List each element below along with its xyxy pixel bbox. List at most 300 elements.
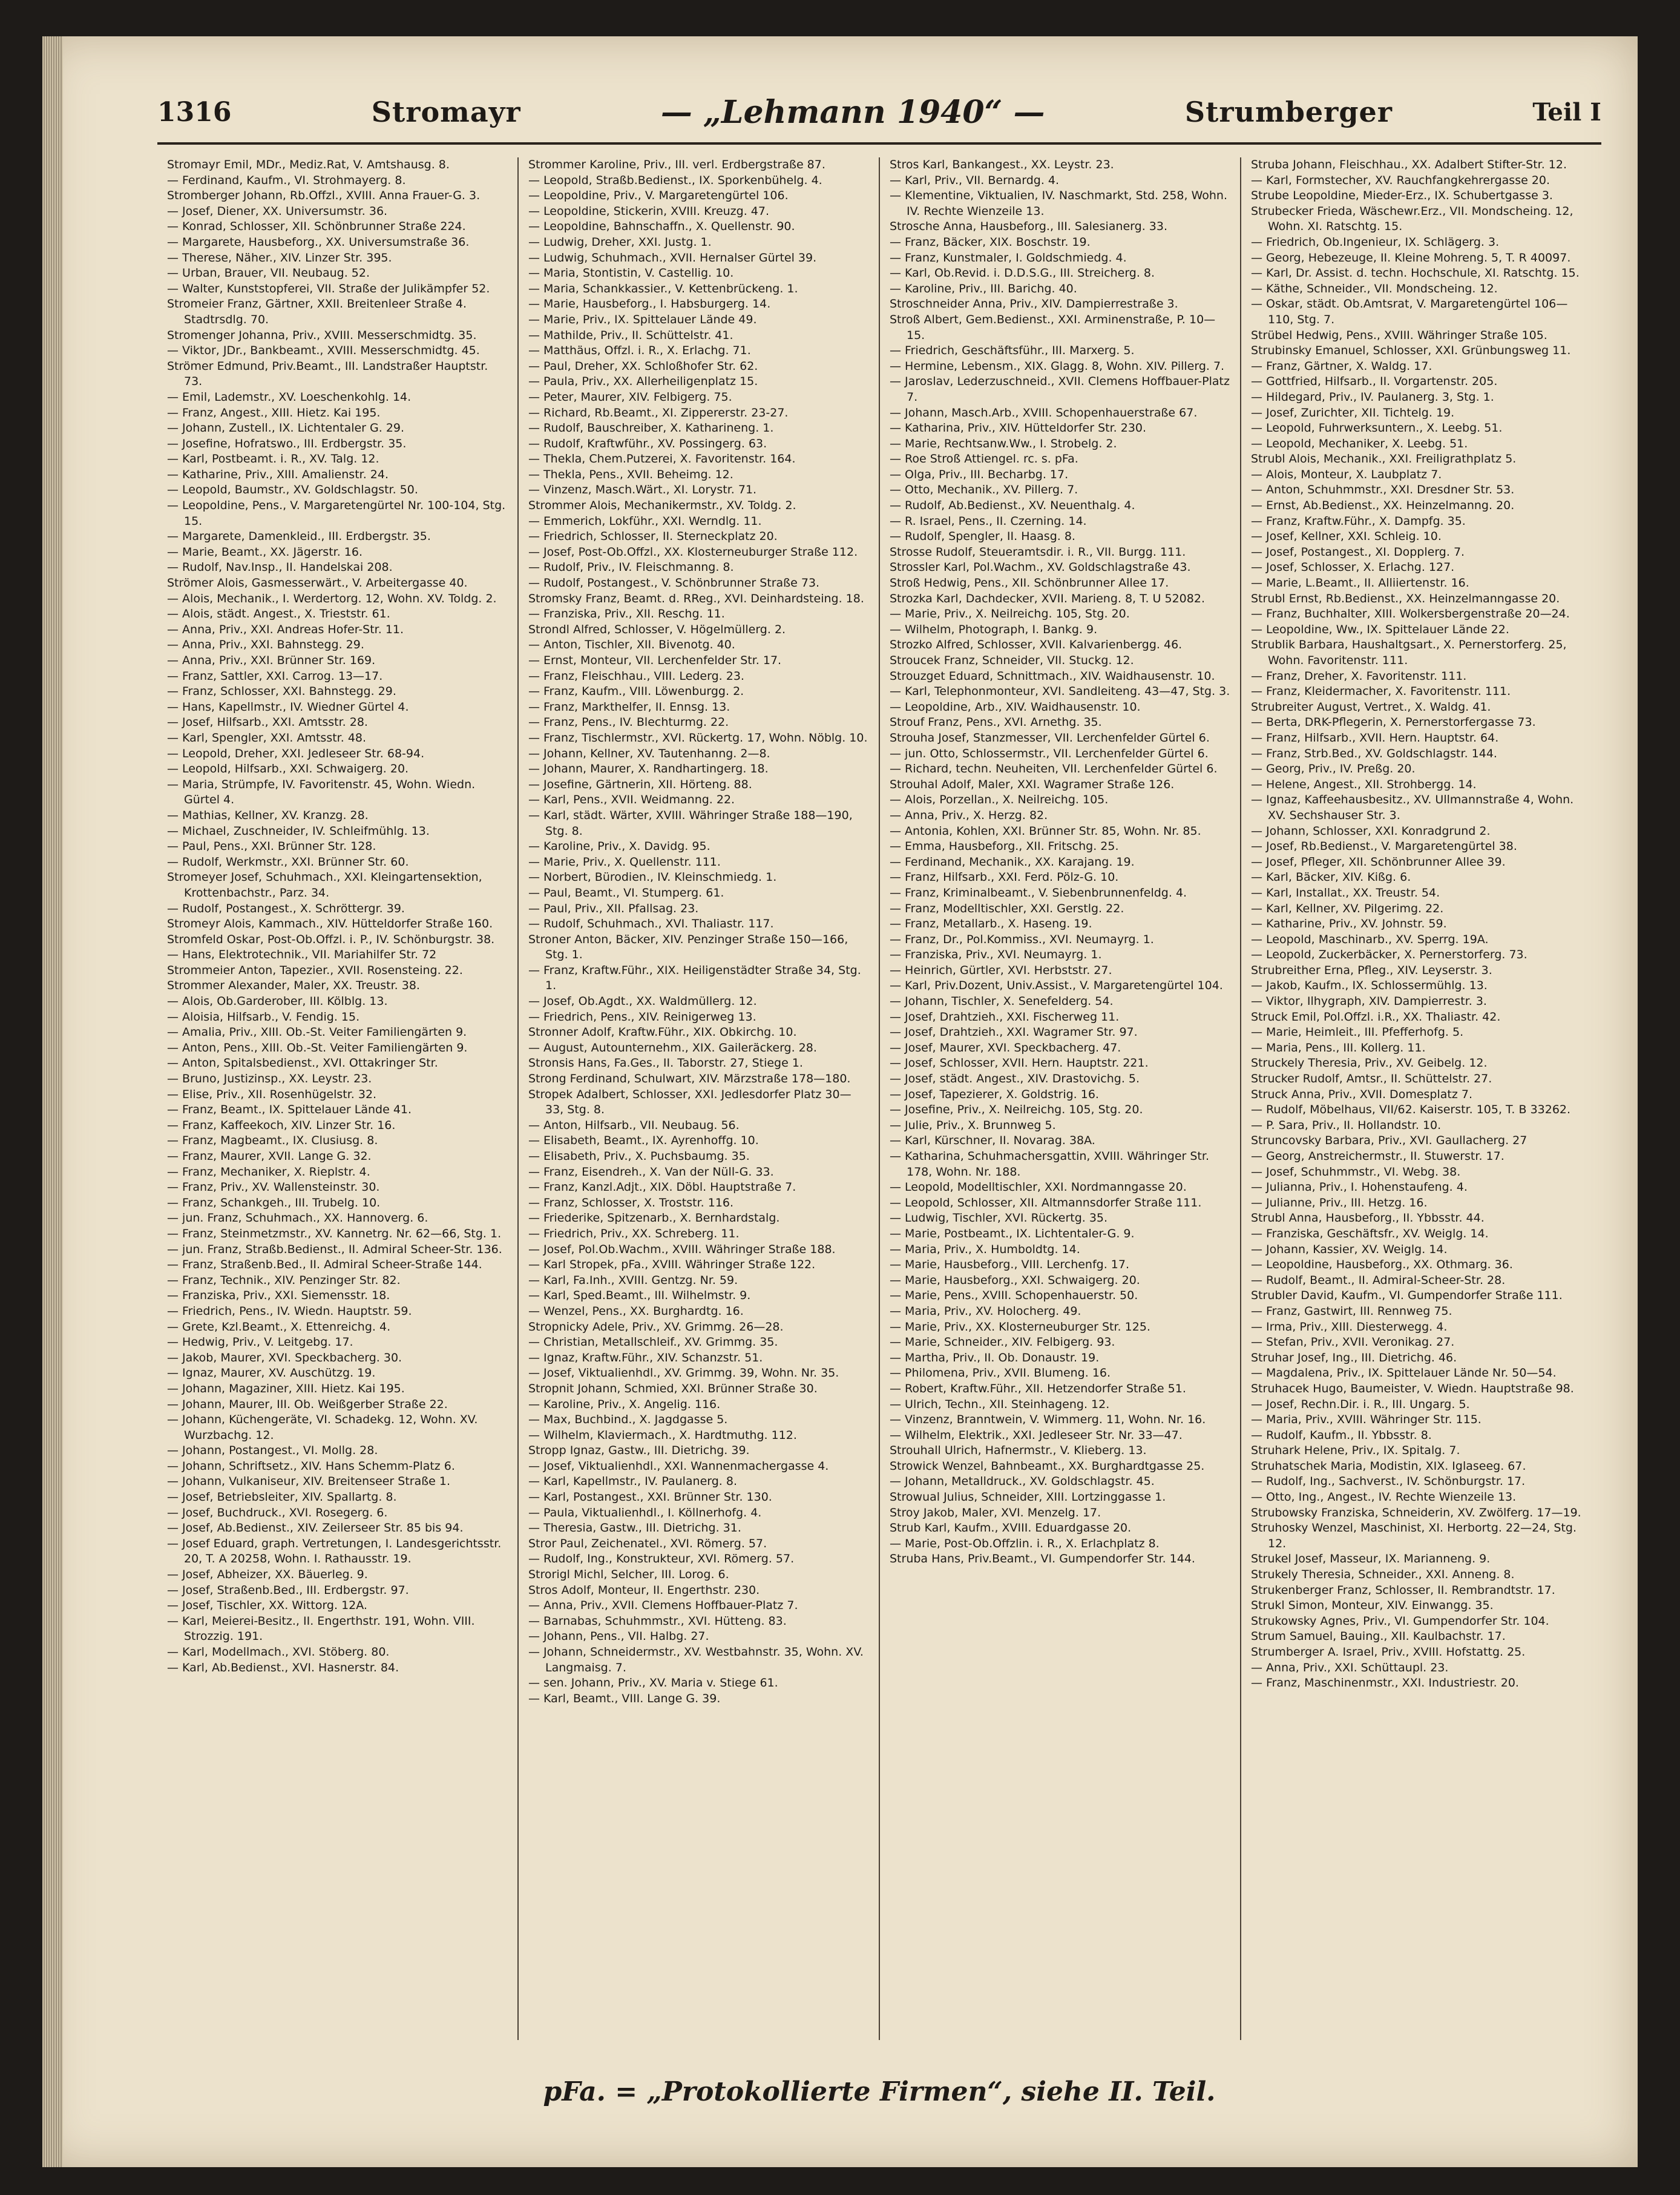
directory-entry: — Wilhelm, Photograph, I. Bankg. 9. (890, 622, 1098, 636)
directory-entry: — Helene, Angest., XII. Strohbergg. 14. (1251, 777, 1477, 791)
column-2 (519, 157, 880, 2040)
directory-entry: Strouhal Adolf, Maler, XXI. Wagramer Straße 126. (890, 777, 1175, 791)
directory-entry: Stronsis Hans, Fa.Ges., II. Taborstr. 27, Stiege 1. (528, 1056, 803, 1070)
directory-entry: — Rudolf, Ab.Bedienst., XV. Neuenthalg. 4. (890, 499, 1135, 513)
directory-entry: — Rudolf, Postangest., X. Schröttergr. 39. (167, 901, 405, 915)
part-label: Teil I (1532, 97, 1601, 127)
directory-entry: — Leopoldine, Arb., XIV. Waidhausenstr. 10. (890, 700, 1141, 714)
directory-entry: — Franz, Kraftw.Führ., XIX. Heiligenstädter Straße 34, Stg. 1. (528, 963, 861, 993)
directory-entry: — Amalia, Priv., XIII. Ob.-St. Veiter Familiengärten 9. (167, 1025, 467, 1039)
directory-entry: — Paul, Beamt., VI. Stumperg. 61. (528, 886, 724, 900)
directory-entry: — Leopoldine, Bahnschaffn., X. Quellenstr. 90. (528, 220, 795, 234)
directory-entry: — Josef, Maurer, XVI. Speckbacherg. 47. (890, 1041, 1121, 1055)
directory-entry: Strong Ferdinand, Schulwart, XIV. Märzstraße 178—180. (528, 1072, 851, 1086)
directory-entry: — Josef, Post-Ob.Offzl., XX. Klosterneuburger Straße 112. (528, 545, 858, 559)
directory-entry: — Franz, Straßenb.Bed., II. Admiral Scheer-Straße 144. (167, 1258, 482, 1272)
directory-entry: — Maria, Schankkassier., V. Kettenbrückeng. 1. (528, 281, 798, 295)
directory-entry: — Leopold, Maschinarb., XV. Sperrg. 19A. (1251, 932, 1489, 946)
directory-entry: Strubecker Frieda, Wäschewr.Erz., VII. Mondscheing. 12, Wohn. XI. Ratschtg. 15. (1251, 204, 1573, 234)
directory-entry: — Franz, Kaufm., VIII. Löwenburgg. 2. (528, 685, 744, 699)
directory-entry: — Otto, Mechanik., XV. Pillerg. 7. (890, 483, 1078, 497)
directory-entry: — Karl, Formstecher, XV. Rauchfangkehrergasse 20. (1251, 173, 1550, 187)
directory-entry: — Elisabeth, Beamt., IX. Ayrenhoffg. 10. (528, 1134, 759, 1148)
directory-entry: Stromsky Franz, Beamt. d. RReg., XVI. Deinhardsteing. 18. (528, 591, 864, 605)
directory-entry: — Franz, Kanzl.Adjt., XIX. Döbl. Hauptstraße 7. (528, 1180, 796, 1194)
directory-entry: — Ferdinand, Kaufm., VI. Strohmayerg. 8. (167, 173, 406, 187)
directory-entry: — Katharina, Schuhmachersgattin, XVIII. Währinger Str. 178, Wohn. Nr. 188. (890, 1150, 1209, 1179)
directory-entry: — Stefan, Priv., XVII. Veronikag. 27. (1251, 1335, 1455, 1349)
directory-entry: — Marie, Rechtsanw.Ww., I. Strobelg. 2. (890, 436, 1117, 450)
directory-entry: — Josef, Buchdruck., XVI. Rosegerg. 6. (167, 1506, 388, 1519)
directory-entry: — Johann, Maurer, X. Randhartingerg. 18. (528, 762, 769, 776)
directory-entry: — Franz, Modelltischler, XXI. Gerstlg. 22. (890, 901, 1124, 915)
directory-entry: — Johann, Masch.Arb., XVIII. Schopenhauerstraße 67. (890, 406, 1198, 420)
directory-entry: — Johann, Postangest., VI. Mollg. 28. (167, 1444, 378, 1458)
directory-entry: — Jaroslav, Lederzuschneid., XVII. Clemens Hoffbauer-Platz 7. (890, 375, 1230, 404)
directory-entry: — sen. Johann, Priv., XV. Maria v. Stiege 61. (528, 1676, 778, 1690)
directory-entry: — Franz, Dr., Pol.Kommiss., XVI. Neumayrg. 1. (890, 932, 1154, 946)
directory-entry: — Antonia, Kohlen, XXI. Brünner Str. 85, Wohn. Nr. 85. (890, 824, 1201, 838)
directory-entry: — Ludwig, Schuhmach., XVII. Hernalser Gürtel 39. (528, 251, 817, 265)
directory-entry: — Norbert, Bürodien., IV. Kleinschmiedg. 1. (528, 870, 777, 884)
directory-entry: — Franz, Schlosser, XXI. Bahnstegg. 29. (167, 685, 396, 699)
directory-entry: — Julie, Priv., X. Brunnweg 5. (890, 1118, 1056, 1132)
directory-entry: — Franz, Gärtner, X. Waldg. 17. (1251, 359, 1432, 373)
directory-entry: — Walter, Kunststopferei, VII. Straße der Julikämpfer 52. (167, 281, 490, 295)
directory-entry: — Maria, Priv., X. Humboldtg. 14. (890, 1242, 1080, 1256)
directory-entry: Strouzget Eduard, Schnittmach., XIV. Waidhausenstr. 10. (890, 669, 1215, 683)
directory-entry: — Karl, Bäcker, XIV. Kißg. 6. (1251, 870, 1411, 884)
directory-entry: — Johann, Maurer, III. Ob. Weißgerber Straße 22. (167, 1397, 448, 1411)
directory-entry: — Karl, Installat., XX. Treustr. 54. (1251, 886, 1440, 900)
directory-entry: — Rudolf, Spengler, II. Haasg. 8. (890, 530, 1075, 544)
directory-entry: — Karl, Pens., XVII. Weidmanng. 22. (528, 793, 735, 807)
directory-entry: — Franz, Buchhalter, XIII. Wolkersbergenstraße 20—24. (1251, 607, 1570, 621)
directory-entry: — Georg, Hebezeuge, II. Kleine Mohreng. 5, T. R 40097. (1251, 251, 1571, 265)
directory-entry: — R. Israel, Pens., II. Czerning. 14. (890, 514, 1087, 528)
directory-entry: — Ignaz, Maurer, XV. Auschützg. 19. (167, 1366, 376, 1380)
directory-entry: — Wenzel, Pens., XX. Burghardtg. 16. (528, 1304, 744, 1318)
directory-entry: — Katharine, Priv., XV. Johnstr. 59. (1251, 917, 1447, 931)
directory-entry: — Ernst, Ab.Bedienst., XX. Heinzelmanng. 20. (1251, 499, 1515, 513)
directory-entry: — Paul, Dreher, XX. Schloßhofer Str. 62. (528, 359, 758, 373)
directory-entry: — Leopold, Zuckerbäcker, X. Pernerstorferg. 73. (1251, 948, 1527, 962)
directory-entry: — jun. Franz, Straßb.Bedienst., II. Admiral Scheer-Str. 136. (167, 1242, 502, 1256)
directory-entry: — Roe Stroß Attiengel. rc. s. pFa. (890, 452, 1078, 466)
directory-entry: — Leopoldine, Ww., IX. Spittelauer Lände 22. (1251, 622, 1509, 636)
directory-entry: Strouf Franz, Pens., XVI. Arnethg. 35. (890, 716, 1102, 729)
directory-entry: — Franz, Sattler, XXI. Carrog. 13—17. (167, 669, 383, 683)
directory-entry: — Leopold, Baumstr., XV. Goldschlagstr. 50. (167, 483, 418, 497)
directory-entry: — Josef, Viktualienhdl., XXI. Wannenmachergasse 4. (528, 1459, 829, 1473)
directory-entry: — Emil, Lademstr., XV. Loeschenkohlg. 14. (167, 390, 412, 404)
directory-entry: — Leopold, Mechaniker, X. Leebg. 51. (1251, 436, 1468, 450)
directory-entry: — Ignaz, Kraftw.Führ., XIV. Schanzstr. 51. (528, 1351, 763, 1364)
directory-entry: Strubowsky Franziska, Schneiderin, XV. Zwölferg. 17—19. (1251, 1506, 1581, 1519)
directory-entry: Strömer Alois, Gasmesserwärt., V. Arbeitergasse 40. (167, 576, 468, 590)
directory-entry: — Bruno, Justizinsp., XX. Leystr. 23. (167, 1072, 372, 1086)
directory-entry: — Richard, Rb.Beamt., XI. Zippererstr. 23-27. (528, 406, 789, 420)
directory-entry: Stromayr Emil, MDr., Mediz.Rat, V. Amtshausg. 8. (167, 158, 450, 171)
directory-entry: — Michael, Zuschneider, IV. Schleifmühlg. 13. (167, 824, 430, 838)
directory-entry: Stroschneider Anna, Priv., XIV. Dampierrestraße 3. (890, 297, 1178, 311)
directory-entry: — Franz, Beamt., IX. Spittelauer Lände 41. (167, 1103, 412, 1117)
directory-entry: — Anna, Priv., XVII. Clemens Hoffbauer-Platz 7. (528, 1599, 798, 1613)
footer-note: pFa. = „Protokollierte Firmen“, siehe II. Teil. (543, 2076, 1216, 2107)
directory-entry: — Heinrich, Gürtler, XVI. Herbststr. 27. (890, 963, 1112, 977)
directory-entry: — Christian, Metallschleif., XV. Grimmg. 35. (528, 1335, 778, 1349)
directory-entry: — Margarete, Hausbeforg., XX. Universumstraße 36. (167, 235, 470, 249)
directory-entry: Stror Paul, Zeichenatel., XVI. Römerg. 57. (528, 1536, 767, 1550)
directory-entry: — Anton, Schuhmmstr., XXI. Dresdner Str. 53. (1251, 483, 1515, 497)
directory-entry: — Katharina, Priv., XIV. Hütteldorfer Str. 230. (890, 421, 1147, 435)
directory-entry: — Leopoldine, Hausbeforg., XX. Othmarg. 36. (1251, 1258, 1513, 1272)
directory-entry: — Friedrich, Pens., XIV. Reinigerweg 13. (528, 1010, 756, 1024)
directory-entry: — Josef, Pol.Ob.Wachm., XVIII. Währinger Straße 188. (528, 1242, 836, 1256)
directory-entry: Strorigl Michl, Selcher, III. Lorog. 6. (528, 1568, 729, 1582)
directory-entry: — Ernst, Monteur, VII. Lerchenfelder Str. 17. (528, 654, 782, 667)
directory-entry: — Maria, Strümpfe, IV. Favoritenstr. 45, Wohn. Wiedn. Gürtel 4. (167, 777, 476, 807)
directory-entry: Strumberger A. Israel, Priv., XVIII. Hofstattg. 25. (1251, 1645, 1526, 1659)
directory-entry: Strubl Anna, Hausbeforg., II. Ybbsstr. 44. (1251, 1211, 1485, 1225)
directory-entry: — Franz, Maurer, XVII. Lange G. 32. (167, 1150, 372, 1163)
directory-entry: Stromeyer Josef, Schuhmach., XXI. Kleingartensektion, Krottenbachstr., Parz. 34. (167, 870, 482, 900)
directory-entry: — Franz, Kriminalbeamt., V. Siebenbrunnenfeldg. 4. (890, 886, 1187, 900)
directory-entry: — August, Autounternehm., XIX. Gaileräckerg. 28. (528, 1041, 817, 1055)
directory-entry: — Rudolf, Nav.Insp., II. Handelskai 208. (167, 561, 393, 574)
directory-entry: — Barnabas, Schuhmmstr., XVI. Hütteng. 83. (528, 1614, 787, 1628)
directory-entry: Struhatschek Maria, Modistin, XIX. Iglaseeg. 67. (1251, 1459, 1526, 1473)
directory-entry: Strossler Karl, Pol.Wachm., XV. Goldschlagstraße 43. (890, 561, 1191, 574)
directory-entry: — Franz, Kunstmaler, I. Goldschmiedg. 4. (890, 251, 1127, 265)
directory-entry: Strukely Theresia, Schneider., XXI. Anneng. 8. (1251, 1568, 1515, 1582)
directory-entry: — Johann, Magaziner, XIII. Hietz. Kai 195. (167, 1381, 405, 1395)
directory-entry: — Karoline, Priv., III. Barichg. 40. (890, 281, 1077, 295)
directory-entry: — Theresia, Gastw., III. Dietrichg. 31. (528, 1521, 741, 1535)
directory-entry: — Rudolf, Beamt., II. Admiral-Scheer-Str. 28. (1251, 1273, 1506, 1287)
directory-entry: Stros Adolf, Monteur, II. Engerthstr. 230. (528, 1583, 760, 1597)
directory-entry: — Josef, Straßenb.Bed., III. Erdbergstr. 97. (167, 1583, 409, 1597)
directory-entry: — Karl, Kürschner, II. Novarag. 38A. (890, 1134, 1095, 1148)
page-header (157, 85, 1601, 139)
directory-entry: Stropnit Johann, Schmied, XXI. Brünner Straße 30. (528, 1381, 818, 1395)
directory-entry: — Wilhelm, Klaviermach., X. Hardtmuthg. 112. (528, 1428, 797, 1442)
directory-entry: Stros Karl, Bankangest., XX. Leystr. 23. (890, 158, 1114, 171)
directory-entry: — Franz, Markthelfer, II. Ennsg. 13. (528, 700, 730, 714)
directory-entry: Strosche Anna, Hausbeforg., III. Salesianerg. 33. (890, 220, 1167, 234)
directory-entry: — Josef, Schuhmmstr., VI. Webg. 38. (1251, 1165, 1461, 1179)
directory-entry: — Maria, Priv., XVIII. Währinger Str. 115. (1251, 1413, 1481, 1427)
directory-entry: — Marie, Hausbeforg., XXI. Schwaigerg. 20. (890, 1273, 1140, 1287)
directory-entry: — Robert, Kraftw.Führ., XII. Hetzendorfer Straße 51. (890, 1381, 1186, 1395)
directory-entry: — Ludwig, Tischler, XVI. Rückertg. 35. (890, 1211, 1108, 1225)
directory-entry: — Josef, Schlosser, XVII. Hern. Hauptstr. 221. (890, 1056, 1149, 1070)
directory-entry: Struhar Josef, Ing., III. Dietrichg. 46. (1251, 1351, 1457, 1364)
directory-entry: — Friedrich, Geschäftsführ., III. Marxerg. 5. (890, 344, 1135, 358)
directory-entry: — Paula, Viktualienhdl., I. Köllnerhofg. 4. (528, 1506, 762, 1519)
directory-entry: — Max, Buchbind., X. Jagdgasse 5. (528, 1413, 728, 1427)
directory-entry: — Alois, Monteur, X. Laubplatz 7. (1251, 467, 1442, 481)
directory-entry: — Karl, Ob.Revid. i. D.D.S.G., III. Streicherg. 8. (890, 266, 1155, 280)
directory-entry: Strubreiter August, Vertret., X. Waldg. 41. (1251, 700, 1491, 714)
directory-entry: — Rudolf, Bauschreiber, X. Katharineng. 1. (528, 421, 774, 435)
directory-entry: — Anton, Pens., XIII. Ob.-St. Veiter Familiengärten 9. (167, 1041, 468, 1055)
directory-entry: — Leopold, Dreher, XXI. Jedleseer Str. 68-94. (167, 746, 425, 760)
directory-entry: — Marie, Heimleit., III. Pfefferhofg. 5. (1251, 1025, 1464, 1039)
directory-entry: — Paul, Priv., XII. Pfallsag. 23. (528, 901, 699, 915)
directory-entry: — Josef, Abheizer, XX. Bäuerleg. 9. (167, 1568, 368, 1582)
directory-entry: — Alois, Porzellan., X. Neilreichg. 105. (890, 793, 1109, 807)
directory-entry: — Franz, Mechaniker, X. Rieplstr. 4. (167, 1165, 370, 1179)
directory-entry: Strubreither Erna, Pfleg., XIV. Leyserstr. 3. (1251, 963, 1492, 977)
directory-entry: — Anna, Priv., XXI. Andreas Hofer-Str. 11. (167, 622, 404, 636)
directory-entry: — Anna, Priv., XXI. Schüttaupl. 23. (1251, 1660, 1449, 1674)
directory-entry: Strowual Julius, Schneider, XIII. Lortzinggasse 1. (890, 1490, 1166, 1504)
directory-entry: — Gottfried, Hilfsarb., II. Vorgartenstr. 205. (1251, 375, 1498, 389)
directory-entry: — Anton, Tischler, XII. Bivenotg. 40. (528, 638, 735, 652)
directory-entry: Strukenberger Franz, Schlosser, II. Rembrandtstr. 17. (1251, 1583, 1555, 1597)
directory-entry: — Josef, Pfleger, XII. Schönbrunner Allee 39. (1251, 855, 1506, 869)
directory-entry: Stromeyr Alois, Kammach., XIV. Hütteldorfer Straße 160. (167, 917, 493, 931)
directory-entry: — Georg, Priv., IV. Preßg. 20. (1251, 762, 1416, 776)
directory-entry: — Josef, Ob.Agdt., XX. Waldmüllerg. 12. (528, 995, 757, 1009)
directory-entry: — Franz, Fleischhau., VIII. Lederg. 23. (528, 669, 744, 683)
directory-entry: Strub Karl, Kaufm., XVIII. Eduardgasse 20. (890, 1521, 1132, 1535)
directory-entry: — Karl, Beamt., VIII. Lange G. 39. (528, 1691, 721, 1705)
directory-entry: Stropp Ignaz, Gastw., III. Dietrichg. 39. (528, 1444, 750, 1458)
directory-entry: — Karl, Priv.Dozent, Univ.Assist., V. Margaretengürtel 104. (890, 979, 1223, 993)
directory-entry: — Johann, Schlosser, XXI. Konradgrund 2. (1251, 824, 1491, 838)
directory-entry: Strucker Rudolf, Amtsr., II. Schüttelstr. 27. (1251, 1072, 1492, 1086)
directory-entry: — Hermine, Lebensm., XIX. Glagg. 8, Wohn. XIV. Pillerg. 7. (890, 359, 1225, 373)
directory-entry: Strubl Ernst, Rb.Bedienst., XX. Heinzelmanngasse 20. (1251, 591, 1560, 605)
directory-entry: — Johann, Vulkaniseur, XIV. Breitenseer Straße 1. (167, 1475, 451, 1489)
directory-entry: — Josef, Zurichter, XII. Tichtelg. 19. (1251, 406, 1455, 420)
directory-entry: — Franz, Eisendreh., X. Van der Nüll-G. 33. (528, 1165, 774, 1179)
directory-entry: — Mathias, Kellner, XV. Kranzg. 28. (167, 808, 369, 822)
directory-entry: — Anna, Priv., XXI. Brünner Str. 169. (167, 654, 376, 667)
directory-entry: Stromberger Johann, Rb.Offzl., XVIII. Anna Frauer-G. 3. (167, 189, 481, 203)
directory-entry: — Rudolf, Priv., IV. Fleischmanng. 8. (528, 561, 734, 574)
directory-entry: Strübel Hedwig, Pens., XVIII. Währinger Straße 105. (1251, 328, 1547, 342)
directory-entry: — Anna, Priv., XXI. Bahnstegg. 29. (167, 638, 364, 652)
directory-entry: Struba Johann, Fleischhau., XX. Adalbert Stifter-Str. 12. (1251, 158, 1567, 171)
header-last-entry: Strumberger (1184, 96, 1393, 128)
directory-entry: Struhark Helene, Priv., IX. Spitalg. 7. (1251, 1444, 1460, 1458)
directory-entry: — Vinzenz, Masch.Wärt., XI. Lorystr. 71. (528, 483, 757, 497)
directory-entry: Stroner Anton, Bäcker, XIV. Penzinger Straße 150—166, Stg. 1. (528, 932, 848, 962)
directory-entry: — Franz, Steinmetzmstr., XV. Kannetrg. Nr. 62—66, Stg. 1. (167, 1226, 502, 1240)
directory-entry: — Rudolf, Möbelhaus, VII/62. Kaiserstr. 105, T. B 33262. (1251, 1103, 1571, 1117)
directory-entry: — Leopold, Schlosser, XII. Altmannsdorfer Straße 111. (890, 1196, 1202, 1209)
directory-entry: — Thekla, Chem.Putzerei, X. Favoritenstr. 164. (528, 452, 796, 466)
directory-entry: — Franz, Maschinenmstr., XXI. Industriestr. 20. (1251, 1676, 1519, 1690)
directory-entry: — Marie, L.Beamt., II. Alliiertenstr. 16. (1251, 576, 1469, 590)
directory-entry: — Franziska, Priv., XII. Reschg. 11. (528, 607, 725, 621)
directory-entry: Stromenger Johanna, Priv., XVIII. Messerschmidtg. 35. (167, 328, 477, 342)
directory-entry: — Johann, Schneidermstr., XV. Westbahnstr. 35, Wohn. XV. Langmaisg. 7. (528, 1645, 864, 1674)
directory-entry: — Marie, Beamt., XX. Jägerstr. 16. (167, 545, 363, 559)
column-4 (1241, 157, 1601, 2040)
directory-entry: — Elisabeth, Priv., X. Puchsbaumg. 35. (528, 1150, 750, 1163)
directory-entry: — Josef, Schlosser, X. Erlachg. 127. (1251, 561, 1455, 574)
directory-entry: — Leopoldine, Priv., V. Margaretengürtel 106. (528, 189, 789, 203)
directory-entry: — Paula, Priv., XX. Allerheiligenplatz 15. (528, 375, 758, 389)
directory-entry: — jun. Franz, Schuhmach., XX. Hannoverg. 6. (167, 1211, 428, 1225)
directory-entry: — Marie, Priv., IX. Spittelauer Lände 49. (528, 312, 757, 326)
directory-entry: Stropek Adalbert, Schlosser, XXI. Jedlesdorfer Platz 30—33, Stg. 8. (528, 1087, 851, 1117)
column-1 (157, 157, 519, 2040)
directory-entry: Strozka Karl, Dachdecker, XVII. Marieng. 8, T. U 52082. (890, 591, 1205, 605)
directory-entry: — Katharine, Priv., XIII. Amalienstr. 24. (167, 467, 389, 481)
directory-entry: — Friedrich, Ob.Ingenieur, IX. Schlägerg. 3. (1251, 235, 1500, 249)
directory-entry: — Josefine, Priv., X. Neilreichg. 105, Stg. 20. (890, 1103, 1143, 1117)
directory-entry: — Rudolf, Ing., Sachverst., IV. Schönburgstr. 17. (1251, 1475, 1526, 1489)
directory-entry: — Mathilde, Priv., II. Schüttelstr. 41. (528, 328, 733, 342)
directory-entry: — Franz, Hilfsarb., XVII. Hern. Hauptstr. 64. (1251, 731, 1499, 745)
directory-title: — „Lehmann 1940“ — (660, 93, 1045, 131)
directory-entry: — Franz, Magbeamt., IX. Clusiusg. 8. (167, 1134, 378, 1148)
directory-entry: — Franz, Hilfsarb., XXI. Ferd. Pölz-G. 10. (890, 870, 1119, 884)
directory-entry: Strosse Rudolf, Steueramtsdir. i. R., VII. Burgg. 111. (890, 545, 1186, 559)
page-number: 1316 (157, 96, 232, 128)
directory-entry: — Marie, Priv., X. Neilreichg. 105, Stg. 20. (890, 607, 1130, 621)
directory-entry: — Karl Stropek, pFa., XVIII. Währinger Straße 122. (528, 1258, 816, 1272)
directory-entry: — Rudolf, Ing., Konstrukteur, XVI. Römerg. 57. (528, 1552, 795, 1566)
header-first-entry: Stromayr (371, 96, 521, 128)
directory-entry: — Franz, Dreher, X. Favoritenstr. 111. (1251, 669, 1467, 683)
directory-entry: — Ignaz, Kaffeehausbesitz., XV. Ullmannstraße 4, Wohn. XV. Sechshauser Str. 3. (1251, 793, 1574, 822)
directory-entry: — Karl, Modellmach., XVI. Stöberg. 80. (167, 1645, 390, 1659)
directory-entry: — Leopoldine, Pens., V. Margaretengürtel Nr. 100-104, Stg. 15. (167, 499, 506, 528)
directory-entry: — Rudolf, Schuhmach., XVI. Thaliastr. 117. (528, 917, 774, 931)
directory-entry: Strozko Alfred, Schlosser, XVII. Kalvarienbergg. 46. (890, 638, 1183, 652)
directory-entry: — Josef, Drahtzieh., XXI. Wagramer Str. 97. (890, 1025, 1138, 1039)
directory-entry: — Therese, Näher., XIV. Linzer Str. 395. (167, 251, 392, 265)
directory-entry: — Johann, Kellner, XV. Tautenhanng. 2—8. (528, 746, 770, 760)
directory-entry: Strommer Karoline, Priv., III. verl. Erdbergstraße 87. (528, 158, 825, 171)
directory-entry: Struncovsky Barbara, Priv., XVI. Gaullacherg. 27 (1251, 1134, 1527, 1148)
directory-entry: Strukl Simon, Monteur, XIV. Einwangg. 35. (1251, 1599, 1494, 1613)
directory-entry: Strouhall Ulrich, Hafnermstr., V. Klieberg. 13. (890, 1444, 1147, 1458)
directory-entry: — Karl, Dr. Assist. d. techn. Hochschule, XI. Ratschtg. 15. (1251, 266, 1580, 280)
directory-entry: — Leopold, Straßb.Bedienst., IX. Sporkenbühelg. 4. (528, 173, 822, 187)
directory-entry: — Josef, Ab.Bedienst., XIV. Zeilerseer Str. 85 bis 94. (167, 1521, 464, 1535)
directory-entry: Strondl Alfred, Schlosser, V. Högelmüllerg. 2. (528, 622, 786, 636)
directory-entry: — Rudolf, Kaufm., II. Ybbsstr. 8. (1251, 1428, 1432, 1442)
directory-entry: Strommeier Anton, Tapezier., XVII. Rosensteing. 22. (167, 963, 463, 977)
directory-entry: — Marie, Postbeamt., IX. Lichtentaler-G. 9. (890, 1226, 1135, 1240)
directory-entry: — Marie, Priv., X. Quellenstr. 111. (528, 855, 721, 869)
directory-entry: — Käthe, Schneider., VII. Mondscheing. 12. (1251, 281, 1498, 295)
directory-entry: Strubler David, Kaufm., VI. Gumpendorfer Straße 111. (1251, 1289, 1563, 1303)
directory-entry: — Rudolf, Postangest., V. Schönbrunner Straße 73. (528, 576, 820, 590)
directory-entry: — Ludwig, Dreher, XXI. Justg. 1. (528, 235, 712, 249)
directory-entry: Strowick Wenzel, Bahnbeamt., XX. Burghardtgasse 25. (890, 1459, 1205, 1473)
directory-entry: — Magdalena, Priv., IX. Spittelauer Lände Nr. 50—54. (1251, 1366, 1557, 1380)
directory-entry: — Elise, Priv., XII. Rosenhügelstr. 32. (167, 1087, 377, 1101)
directory-entry: — Johann, Pens., VII. Halbg. 27. (528, 1630, 709, 1644)
directory-entry: — Marie, Hausbeforg., VIII. Lerchenfg. 17. (890, 1258, 1130, 1272)
directory-entry: Strukel Josef, Masseur, IX. Marianneng. 9. (1251, 1552, 1491, 1566)
directory-entry: — Karl, Meierei-Besitz., II. Engerthstr. 191, Wohn. VIII. Strozzig. 191. (167, 1614, 475, 1644)
directory-entry: — Hedwig, Priv., V. Leitgebg. 17. (167, 1335, 353, 1349)
directory-entry: — Viktor, JDr., Bankbeamt., XVIII. Messerschmidtg. 45. (167, 344, 480, 358)
directory-entry: — Urban, Brauer, VII. Neubaug. 52. (167, 266, 370, 280)
directory-entry: Strube Leopoldine, Mieder-Erz., IX. Schubertgasse 3. (1251, 189, 1553, 203)
directory-entry: — Matthäus, Offzl. i. R., X. Erlachg. 71. (528, 344, 751, 358)
directory-entry: — Josef, Viktualienhdl., XV. Grimmg. 39, Wohn. Nr. 35. (528, 1366, 839, 1380)
directory-entry: — Josefine, Hofratswo., III. Erdbergstr. 35. (167, 436, 407, 450)
directory-entry: — Vinzenz, Branntwein, V. Wimmerg. 11, Wohn. Nr. 16. (890, 1413, 1206, 1427)
directory-entry: — Martha, Priv., II. Ob. Donaustr. 19. (890, 1351, 1100, 1364)
directory-entry: — Julianna, Priv., I. Hohenstaufeng. 4. (1251, 1180, 1468, 1194)
directory-entry: — Berta, DRK-Pflegerin, X. Pernerstorfergasse 73. (1251, 716, 1536, 729)
directory-entry: — Friederike, Spitzenarb., X. Bernhardstalg. (528, 1211, 780, 1225)
directory-entry: — Peter, Maurer, XIV. Felbigerg. 75. (528, 390, 732, 404)
directory-entry: Strubl Alois, Mechanik., XXI. Freiligrathplatz 5. (1251, 452, 1517, 466)
directory-entry: — Leopold, Fuhrwerksuntern., X. Leebg. 51. (1251, 421, 1503, 435)
directory-entry: — Alois, Mechanik., I. Werdertorg. 12, Wohn. XV. Toldg. 2. (167, 591, 497, 605)
directory-entry: — Franz, Priv., XV. Wallensteinstr. 30. (167, 1180, 380, 1194)
directory-entry: — Viktor, Ilhygraph, XIV. Dampierrestr. 3. (1251, 995, 1487, 1009)
directory-entry: — Maria, Stontistin, V. Castellig. 10. (528, 266, 734, 280)
directory-entry: — Anton, Spitalsbedienst., XVI. Ottakringer Str. (167, 1056, 438, 1070)
directory-entry: — Karl, Spengler, XXI. Amtsstr. 48. (167, 731, 367, 745)
directory-entry: — Franz, Technik., XIV. Penzinger Str. 82. (167, 1273, 401, 1287)
directory-entry: — Margarete, Damenkleid., III. Erdbergstr. 35. (167, 530, 431, 544)
directory-entry: — Franz, Schlosser, X. Troststr. 116. (528, 1196, 734, 1209)
directory-entry: — Josef, Drahtzieh., XXI. Fischerweg 11. (890, 1010, 1120, 1024)
directory-entry: — Ferdinand, Mechanik., XX. Karajang. 19. (890, 855, 1135, 869)
directory-entry: Struck Anna, Priv., XVII. Domesplatz 7. (1251, 1087, 1472, 1101)
directory-entry: — Leopoldine, Stickerin, XVIII. Kreuzg. 47. (528, 204, 769, 218)
directory-entry: Stromeier Franz, Gärtner, XXII. Breitenleer Straße 4. Stadtrsdlg. 70. (167, 297, 467, 326)
directory-entry: — Johann, Schriftsetz., XIV. Hans Schemm-Platz 6. (167, 1459, 455, 1473)
directory-entry: — Rudolf, Kraftwführ., XV. Possingerg. 63. (528, 436, 767, 450)
directory-entry: — Richard, techn. Neuheiten, VII. Lerchenfelder Gürtel 6. (890, 762, 1218, 776)
directory-entry: Struck Emil, Pol.Offzl. i.R., XX. Thaliastr. 42. (1251, 1010, 1501, 1024)
directory-entry: — Thekla, Pens., XVII. Beheimg. 12. (528, 467, 733, 481)
directory-entry: — Wilhelm, Elektrik., XXI. Jedleseer Str. Nr. 33—47. (890, 1428, 1183, 1442)
directory-entry: — Julianne, Priv., III. Hetzg. 16. (1251, 1196, 1428, 1209)
directory-entry: Struhacek Hugo, Baumeister, V. Wiedn. Hauptstraße 98. (1251, 1381, 1574, 1395)
directory-entry: — Johann, Zustell., IX. Lichtentaler G. 29. (167, 421, 405, 435)
directory-entry: — Jakob, Kaufm., IX. Schlossermühlg. 13. (1251, 979, 1488, 993)
directory-entry: — Franziska, Priv., XXI. Siemensstr. 18. (167, 1289, 390, 1303)
directory-entry: — Karl, Kapellmstr., IV. Paulanerg. 8. (528, 1475, 738, 1489)
directory-entry: — Karl, städt. Wärter, XVIII. Währinger Straße 188—190, Stg. 8. (528, 808, 853, 838)
directory-entry: Strouha Josef, Stanzmesser, VII. Lerchenfelder Gürtel 6. (890, 731, 1210, 745)
directory-page (42, 36, 1638, 2167)
directory-entry: — Franz, Gastwirt, III. Rennweg 75. (1251, 1304, 1452, 1318)
directory-entry: — Franz, Tischlermstr., XVI. Rückertg. 17, Wohn. Nöblg. 10. (528, 731, 868, 745)
directory-entry: — Emmerich, Lokführ., XXI. Werndlg. 11. (528, 514, 762, 528)
directory-entry: — Karl, Telephonmonteur, XVI. Sandleiteng. 43—47, Stg. 3. (890, 685, 1230, 699)
directory-entry: — Hans, Elektrotechnik., VII. Mariahilfer Str. 72 (167, 948, 437, 962)
directory-entry: — Leopold, Hilfsarb., XXI. Schwaigerg. 20. (167, 762, 409, 776)
directory-entry: — Karoline, Priv., X. Angelig. 116. (528, 1397, 721, 1411)
directory-entry: — Johann, Tischler, X. Senefelderg. 54. (890, 995, 1114, 1009)
directory-entry: — Josef, Postangest., XI. Dopplerg. 7. (1251, 545, 1465, 559)
directory-entry: — Josef, städt. Angest., XIV. Drastovichg. 5. (890, 1072, 1140, 1086)
directory-entry: Struckely Theresia, Priv., XV. Geibelg. 12. (1251, 1056, 1488, 1070)
directory-entry: — Josef, Betriebsleiter, XIV. Spallartg. 8. (167, 1490, 397, 1504)
directory-entry: — Marie, Pens., XVIII. Schopenhauerstr. 50. (890, 1289, 1138, 1303)
directory-entry: — Karl, Fa.Inh., XVIII. Gentzg. Nr. 59. (528, 1273, 738, 1287)
directory-entry: — Karl, Ab.Bedienst., XVI. Hasnerstr. 84. (167, 1660, 399, 1674)
directory-entry: — Franz, Metallarb., X. Haseng. 19. (890, 917, 1092, 931)
